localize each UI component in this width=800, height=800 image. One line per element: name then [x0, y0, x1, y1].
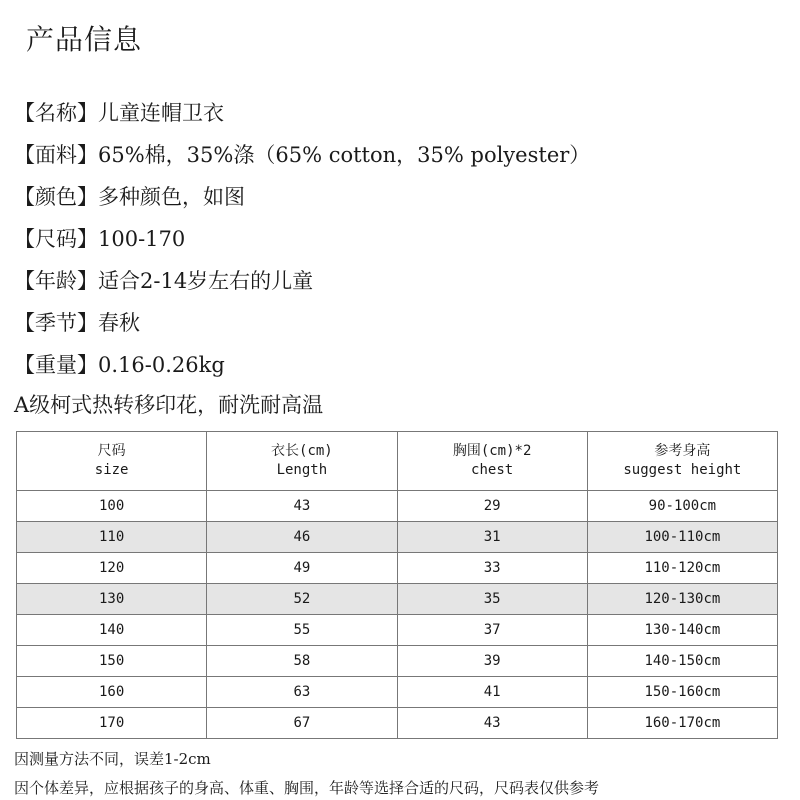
cell-length: 46: [207, 522, 397, 553]
cell-length: 43: [207, 491, 397, 522]
cell-length: 67: [207, 708, 397, 739]
info-label-age: 【年龄】: [14, 269, 98, 293]
info-value-season: 春秋: [98, 311, 140, 335]
info-value-name: 儿童连帽卫衣: [98, 101, 224, 125]
cell-length: 58: [207, 646, 397, 677]
info-row-color: [14, 176, 794, 218]
table-row: [17, 553, 778, 584]
cell-height: 150-160cm: [587, 677, 777, 708]
cell-height: 160-170cm: [587, 708, 777, 739]
cell-height: 110-120cm: [587, 553, 777, 584]
header-chest-en: chest: [471, 462, 514, 478]
info-label-name: 【名称】: [14, 101, 98, 125]
info-label-size: 【尺码】: [14, 227, 98, 251]
table-row: [17, 584, 778, 615]
header-size-en: size: [94, 462, 129, 478]
size-chart-table: [16, 431, 778, 739]
measurement-note: 因测量方法不同，误差1-2cm: [14, 750, 211, 768]
cell-size: 120: [17, 553, 207, 584]
cell-size: 100: [17, 491, 207, 522]
header-length-cn: 衣长(cm): [271, 443, 333, 459]
info-label-color: 【颜色】: [14, 185, 98, 209]
table-row: [17, 646, 778, 677]
cell-length: 63: [207, 677, 397, 708]
table-row: [17, 491, 778, 522]
info-label-weight: 【重量】: [14, 353, 98, 377]
cell-size: 140: [17, 615, 207, 646]
cell-chest: 41: [397, 677, 587, 708]
table-header-row: [17, 432, 778, 491]
info-label-season: 【季节】: [14, 311, 98, 335]
info-row-size: [14, 218, 794, 260]
table-row: [17, 708, 778, 739]
cell-chest: 37: [397, 615, 587, 646]
info-row-fabric: [14, 134, 794, 176]
table-row: [17, 677, 778, 708]
cell-size: 150: [17, 646, 207, 677]
table-row: [17, 522, 778, 553]
cell-chest: 31: [397, 522, 587, 553]
page-title: 产品信息: [26, 23, 143, 56]
info-value-weight: 0.16-0.26kg: [98, 353, 225, 377]
table-row: [17, 615, 778, 646]
cell-height: 90-100cm: [587, 491, 777, 522]
info-row-season: [14, 302, 794, 344]
cell-size: 110: [17, 522, 207, 553]
size-advice-note: 因个体差异，应根据孩子的身高、体重、胸围，年龄等选择合适的尺码，尺码表仅供参考: [14, 779, 600, 797]
cell-size: 130: [17, 584, 207, 615]
header-length: [207, 432, 397, 491]
info-value-color: 多种颜色，如图: [98, 185, 245, 209]
info-row-name: [14, 92, 794, 134]
cell-chest: 39: [397, 646, 587, 677]
header-length-en: Length: [276, 462, 328, 478]
info-value-size: 100-170: [98, 227, 186, 251]
cell-size: 170: [17, 708, 207, 739]
cell-height: 100-110cm: [587, 522, 777, 553]
cell-chest: 35: [397, 584, 587, 615]
info-label-fabric: 【面料】: [14, 143, 98, 167]
cell-height: 140-150cm: [587, 646, 777, 677]
product-info-list: [14, 92, 794, 386]
header-height: [587, 432, 777, 491]
info-row-age: [14, 260, 794, 302]
header-size-cn: 尺码: [97, 443, 126, 459]
info-row-weight: [14, 344, 794, 386]
cell-height: 120-130cm: [587, 584, 777, 615]
cell-length: 52: [207, 584, 397, 615]
cell-chest: 29: [397, 491, 587, 522]
cell-height: 130-140cm: [587, 615, 777, 646]
cell-length: 55: [207, 615, 397, 646]
info-value-fabric: 65%棉，35%涤（65% cotton，35% polyester）: [98, 143, 591, 167]
header-height-cn: 参考身高: [654, 443, 711, 459]
cell-chest: 43: [397, 708, 587, 739]
print-feature-line: A级柯式热转移印花，耐洗耐高温: [14, 393, 324, 417]
info-value-age: 适合2-14岁左右的儿童: [98, 269, 314, 293]
cell-chest: 33: [397, 553, 587, 584]
cell-length: 49: [207, 553, 397, 584]
cell-size: 160: [17, 677, 207, 708]
header-chest: [397, 432, 587, 491]
header-height-en: suggest height: [623, 462, 742, 478]
header-chest-cn: 胸围(cm)*2: [452, 443, 532, 459]
header-size: [17, 432, 207, 491]
